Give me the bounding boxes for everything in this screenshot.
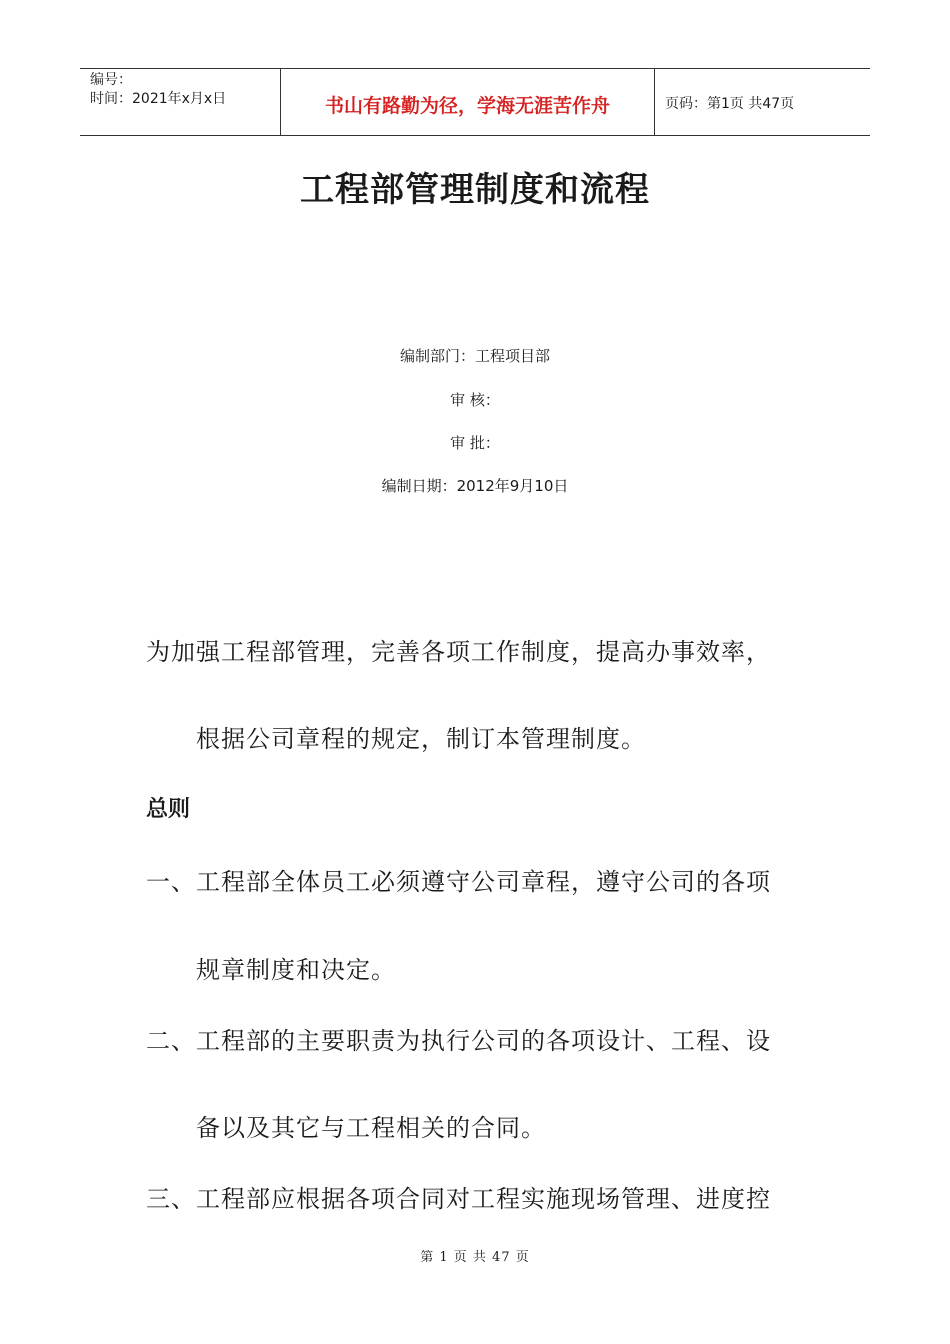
- page-footer: 第 1 页 共 47 页: [420, 1250, 530, 1265]
- meta-date: 编制日期：2012年9月10日: [381, 477, 569, 495]
- header-motto: 书山有路勤为径，学海无涯苦作舟: [281, 69, 655, 135]
- header-time: 时间：2021年x月x日: [90, 91, 227, 107]
- header-meta-cell: [80, 69, 281, 135]
- document-title: 工程部管理制度和流程: [300, 170, 650, 210]
- meta-department: 编制部门：工程项目部: [399, 347, 550, 365]
- intro-line-2: 根据公司章程的规定，制订本管理制度。: [196, 725, 646, 753]
- meta-approve: 审 批：: [450, 434, 500, 452]
- header-number: 编号：: [90, 72, 132, 88]
- intro-line-1: 为加强工程部管理，完善各项工作制度，提高办事效率，: [146, 638, 771, 666]
- header-page-info: 页码：第1页 共47页: [665, 96, 795, 112]
- item-3-line-1: 三、工程部应根据各项合同对工程实施现场管理、进度控: [146, 1185, 771, 1213]
- document-header: [80, 68, 870, 136]
- meta-review: 审 核：: [450, 391, 500, 409]
- item-2-line-1: 二、工程部的主要职责为执行公司的各项设计、工程、设: [146, 1027, 771, 1055]
- item-1-line-2: 规章制度和决定。: [196, 956, 396, 984]
- item-2-line-2: 备以及其它与工程相关的合同。: [196, 1114, 546, 1142]
- item-1-line-1: 一、工程部全体员工必须遵守公司章程，遵守公司的各项: [146, 868, 771, 896]
- section-heading: 总则: [146, 797, 191, 822]
